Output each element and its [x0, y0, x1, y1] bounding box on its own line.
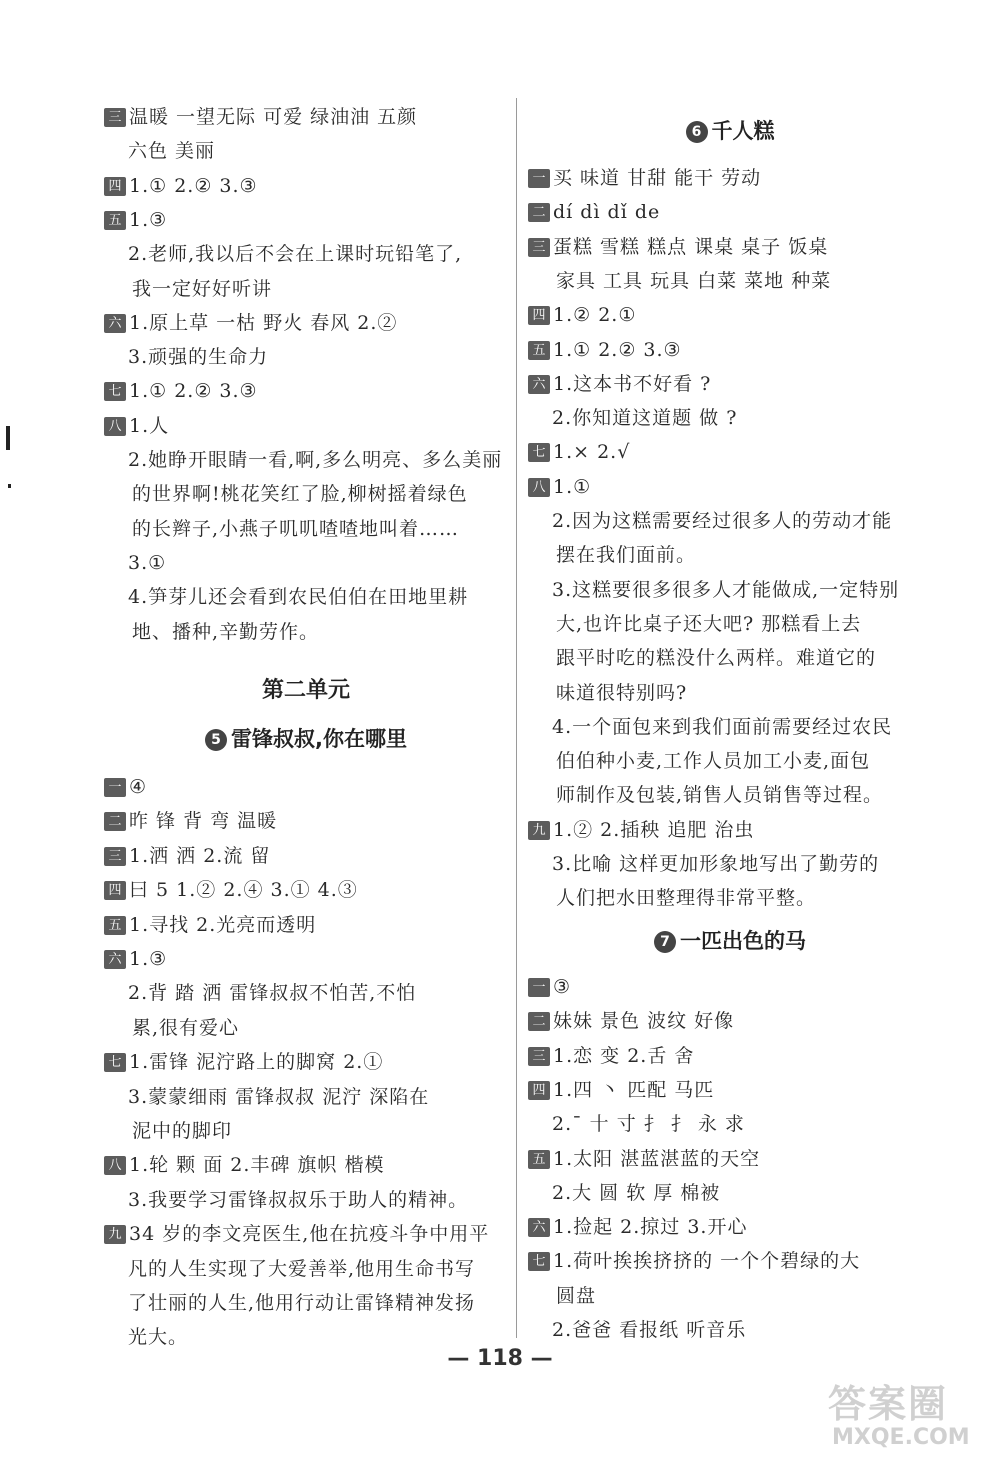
- lesson5-number: 5: [205, 729, 227, 751]
- answer-line: [528, 676, 932, 710]
- answer-line: [528, 1039, 932, 1073]
- answer-text: 买 味道 甘甜 能干 劳动: [553, 167, 762, 189]
- answer-line: [104, 976, 508, 1010]
- answer-line: [104, 839, 508, 873]
- answer-line: [104, 580, 508, 614]
- answer-text: 3.蒙蒙细雨 雷锋叔叔 泥泞 深陷在: [128, 1085, 430, 1108]
- answer-text: 泥中的脚印: [132, 1120, 233, 1142]
- answer-line: [528, 435, 932, 469]
- answer-line: [104, 1286, 508, 1320]
- answer-line: [528, 333, 932, 367]
- answer-line: [104, 1252, 508, 1286]
- section-badge: 五: [528, 341, 550, 360]
- answer-text: 人们把水田整理得非常平整。: [556, 887, 817, 910]
- answer-line: [104, 340, 508, 374]
- answer-line: [104, 942, 508, 976]
- answer-line: [528, 641, 932, 675]
- answer-line: [528, 1313, 932, 1347]
- answer-text: ③: [553, 976, 572, 998]
- answer-text: 34 岁的李文亮医生,他在抗疫斗争中用平: [129, 1223, 490, 1246]
- section-badge: 七: [104, 1053, 126, 1072]
- section-badge: 三: [528, 238, 550, 257]
- answer-line: [528, 1073, 932, 1107]
- answer-text: 伯伯种小麦,工作人员加工小麦,面包: [556, 750, 871, 773]
- answer-text: 凡的人生实现了大爱善举,他用生命书写: [128, 1257, 476, 1280]
- answer-text: 六色 美丽: [128, 140, 216, 163]
- answer-text: 4.一个面包来到我们面前需要经过农民: [552, 715, 893, 738]
- answer-text: 1.荷叶挨挨挤挤的 一个个碧绿的大: [553, 1250, 861, 1273]
- answer-text: 的长辫子,小燕子叽叽喳喳地叫着……: [132, 517, 460, 540]
- answer-text: 2.老师,我以后不会在上课时玩铅笔了,: [128, 243, 463, 266]
- answer-line: [104, 237, 508, 271]
- answer-line: [528, 970, 932, 1004]
- answer-line: [528, 710, 932, 744]
- answer-text: 1.人: [129, 414, 170, 437]
- answer-line: [104, 443, 508, 477]
- answer-text: 温暖 一望无际 可爱 绿油油 五颜: [129, 106, 418, 128]
- lesson6-number: 6: [686, 121, 708, 143]
- section-badge: 五: [528, 1150, 550, 1169]
- answer-text: 家具 工具 玩具 白菜 菜地 种菜: [556, 269, 832, 292]
- section-badge: 一: [104, 778, 126, 797]
- answer-line: [528, 1279, 932, 1313]
- section-badge: 八: [104, 417, 126, 436]
- answer-line: [104, 512, 508, 546]
- answer-line: [528, 298, 932, 332]
- answer-line: [104, 770, 508, 804]
- answer-line: [528, 778, 932, 812]
- answer-text: 1.① 2.② 3.③: [129, 174, 258, 197]
- answer-text: 1.这本书不好看 ?: [553, 372, 712, 395]
- answer-text: 地、播种,辛勤劳作。: [132, 620, 320, 643]
- lesson5-heading: [104, 720, 508, 758]
- section-badge: 四: [104, 881, 126, 900]
- answer-line: [104, 169, 508, 203]
- answer-text: 1.雷锋 泥泞路上的脚窝 2.①: [129, 1051, 384, 1074]
- answer-text: 3.比喻 这样更加形象地写出了勤劳的: [552, 853, 880, 875]
- answer-line: [528, 195, 932, 229]
- answer-line: [104, 1183, 508, 1217]
- answer-line: [528, 847, 932, 881]
- answer-text: 2.大 圆 软 厚 棉被: [552, 1181, 721, 1204]
- section-badge: 三: [104, 847, 126, 866]
- answer-text: 1.① 2.② 3.③: [553, 338, 682, 361]
- answer-line: [104, 1148, 508, 1182]
- section-badge: 四: [528, 306, 550, 325]
- answer-line: [104, 203, 508, 237]
- answer-text: 1.恋 变 2.舌 舍: [553, 1044, 695, 1067]
- answer-line: [528, 607, 932, 641]
- answer-text: 3.我要学习雷锋叔叔乐于助人的精神。: [128, 1188, 469, 1211]
- answer-line: [528, 504, 932, 538]
- answer-text: 1.太阳 湛蓝湛蓝的天空: [553, 1147, 761, 1170]
- answer-line: [528, 367, 932, 401]
- section-badge: 二: [528, 1012, 550, 1031]
- answer-text: 3.①: [128, 551, 167, 574]
- page-number: — 118 —: [447, 1346, 553, 1371]
- answer-line: [104, 1045, 508, 1079]
- section-badge: 七: [104, 382, 126, 401]
- answer-text: 摆在我们面前。: [556, 544, 697, 567]
- answer-text: 3.这糕要很多很多人才能做成,一定特别: [552, 578, 900, 601]
- section-badge: 八: [104, 1156, 126, 1175]
- answer-text: 1.轮 颗 面 2.丰碑 旗帜 楷模: [129, 1154, 385, 1177]
- lesson7-title: 一匹出色的马: [680, 929, 806, 953]
- answer-text: 我一定好好听讲: [132, 277, 273, 300]
- answer-line: [104, 1080, 508, 1114]
- answer-line: [528, 538, 932, 572]
- answer-line: [528, 1210, 932, 1244]
- section-badge: 三: [528, 1047, 550, 1066]
- lesson6-heading: [528, 112, 932, 150]
- section-badge: 六: [104, 950, 126, 969]
- answer-line: [528, 573, 932, 607]
- section-badge: 四: [104, 177, 126, 196]
- answer-text: 1.捡起 2.掠过 3.开心: [553, 1216, 748, 1239]
- answer-text: 1.四 丶 匹配 马匹: [553, 1078, 715, 1101]
- answer-text: 1.① 2.② 3.③: [129, 380, 258, 403]
- watermark: [824, 1373, 974, 1463]
- answer-line: [528, 1107, 932, 1141]
- answer-text: 跟平时吃的糕没什么两样。难道它的: [556, 647, 877, 670]
- answer-text: 2.爸爸 看报纸 听音乐: [552, 1319, 747, 1341]
- answer-line: [528, 264, 932, 298]
- answer-line: [528, 401, 932, 435]
- section-badge: 九: [528, 821, 550, 840]
- answer-line: [528, 1142, 932, 1176]
- answer-line: [528, 813, 932, 847]
- answer-text: 1.③: [129, 948, 168, 970]
- answer-line: [104, 100, 508, 134]
- answer-line: [528, 470, 932, 504]
- section-badge: 八: [528, 478, 550, 497]
- answer-text: 2.背 踏 洒 雷锋叔叔不怕苦,不怕: [128, 982, 417, 1005]
- answer-text: 光大。: [128, 1326, 189, 1349]
- answer-text: 妹妹 景色 波纹 好像: [553, 1010, 735, 1033]
- lesson6-title: 千人糕: [711, 119, 775, 143]
- lesson5-title: 雷锋叔叔,你在哪里: [231, 727, 407, 751]
- answer-text: 师制作及包装,销售人员销售等过程。: [556, 784, 884, 807]
- answer-text: 蛋糕 雪糕 糕点 课桌 桌子 饭桌: [553, 235, 829, 258]
- answer-text: 2.她睁开眼睛一看,啊,多么明亮、多么美丽: [128, 449, 503, 471]
- section-badge: 五: [104, 211, 126, 230]
- answer-text: 昨 锋 背 弯 温暖: [129, 810, 278, 833]
- answer-line: [528, 1004, 932, 1038]
- answer-line: [528, 161, 932, 195]
- answer-text: dí dì dǐ de: [553, 201, 661, 224]
- section-badge: 九: [104, 1225, 126, 1244]
- section-badge: 七: [528, 1252, 550, 1271]
- section-badge: 六: [528, 1218, 550, 1237]
- answer-text: 曰 5 1.② 2.④ 3.① 4.③: [129, 879, 358, 902]
- answer-text: 4.笋芽儿还会看到农民伯伯在田地里耕: [128, 586, 469, 609]
- lesson7-number: 7: [654, 931, 676, 953]
- answer-line: [104, 1217, 508, 1251]
- column-divider: [516, 98, 517, 1338]
- answer-line: [104, 546, 508, 580]
- answer-text: 1.洒 洒 2.流 留: [129, 844, 271, 867]
- section-badge: 二: [528, 203, 550, 222]
- answer-line: [104, 873, 508, 907]
- answer-text: 2.ˉ 十 寸 扌 扌 永 求: [552, 1113, 745, 1136]
- answer-text: 1.② 2.插秧 追肥 治虫: [553, 818, 755, 841]
- section-badge: 一: [528, 978, 550, 997]
- answer-text: 圆盘: [556, 1284, 597, 1307]
- answer-text: 大,也许比桌子还大吧? 那糕看上去: [556, 612, 862, 635]
- unit-title: 第二单元: [261, 678, 350, 703]
- answer-line: [104, 804, 508, 838]
- answer-text: 的世界啊!桃花笑红了脸,柳树摇着绿色: [132, 483, 468, 506]
- answer-text: 1.寻找 2.光亮而透明: [129, 913, 317, 936]
- answer-line: [528, 744, 932, 778]
- answer-text: 了壮丽的人生,他用行动让雷锋精神发扬: [128, 1292, 476, 1314]
- section-badge: 二: [104, 812, 126, 831]
- answer-text: 3.顽强的生命力: [128, 346, 269, 369]
- answer-text: 1.①: [553, 475, 592, 498]
- answer-line: [104, 615, 508, 649]
- answer-line: [528, 230, 932, 264]
- answer-text: 1.原上草 一枯 野火 春风 2.②: [129, 311, 398, 334]
- answer-line: [104, 272, 508, 306]
- section-badge: 三: [104, 108, 126, 127]
- answer-line: [104, 409, 508, 443]
- answer-text: 2.你知道这道题 做 ?: [552, 407, 738, 430]
- watermark-url: MXQE.COM: [832, 1425, 970, 1450]
- watermark-logo: 答案圈: [828, 1382, 949, 1426]
- answer-text: ④: [129, 776, 148, 798]
- answer-text: 味道很特别吗?: [556, 681, 688, 704]
- answer-line: [528, 1244, 932, 1278]
- lesson7-heading: [528, 922, 932, 960]
- answer-text: 累,很有爱心: [132, 1016, 240, 1039]
- section-badge: 六: [104, 314, 126, 333]
- answer-line: [104, 1114, 508, 1148]
- answer-line: [104, 477, 508, 511]
- section-badge: 一: [528, 169, 550, 188]
- answer-line: [104, 908, 508, 942]
- scan-mark: [8, 484, 11, 488]
- scan-mark: [6, 426, 10, 450]
- answer-line: [528, 881, 932, 915]
- answer-text: 1.× 2.√: [553, 441, 631, 464]
- section-badge: 六: [528, 375, 550, 394]
- answer-text: 1.② 2.①: [553, 304, 637, 327]
- section-badge: 五: [104, 916, 126, 935]
- answer-line: [104, 1011, 508, 1045]
- answer-line: [104, 134, 508, 168]
- section-badge: 七: [528, 443, 550, 462]
- answer-line: [528, 1176, 932, 1210]
- answer-line: [104, 374, 508, 408]
- answer-line: [104, 306, 508, 340]
- answer-text: 1.③: [129, 208, 168, 231]
- section-badge: 四: [528, 1081, 550, 1100]
- answer-text: 2.因为这糕需要经过很多人的劳动才能: [552, 510, 893, 532]
